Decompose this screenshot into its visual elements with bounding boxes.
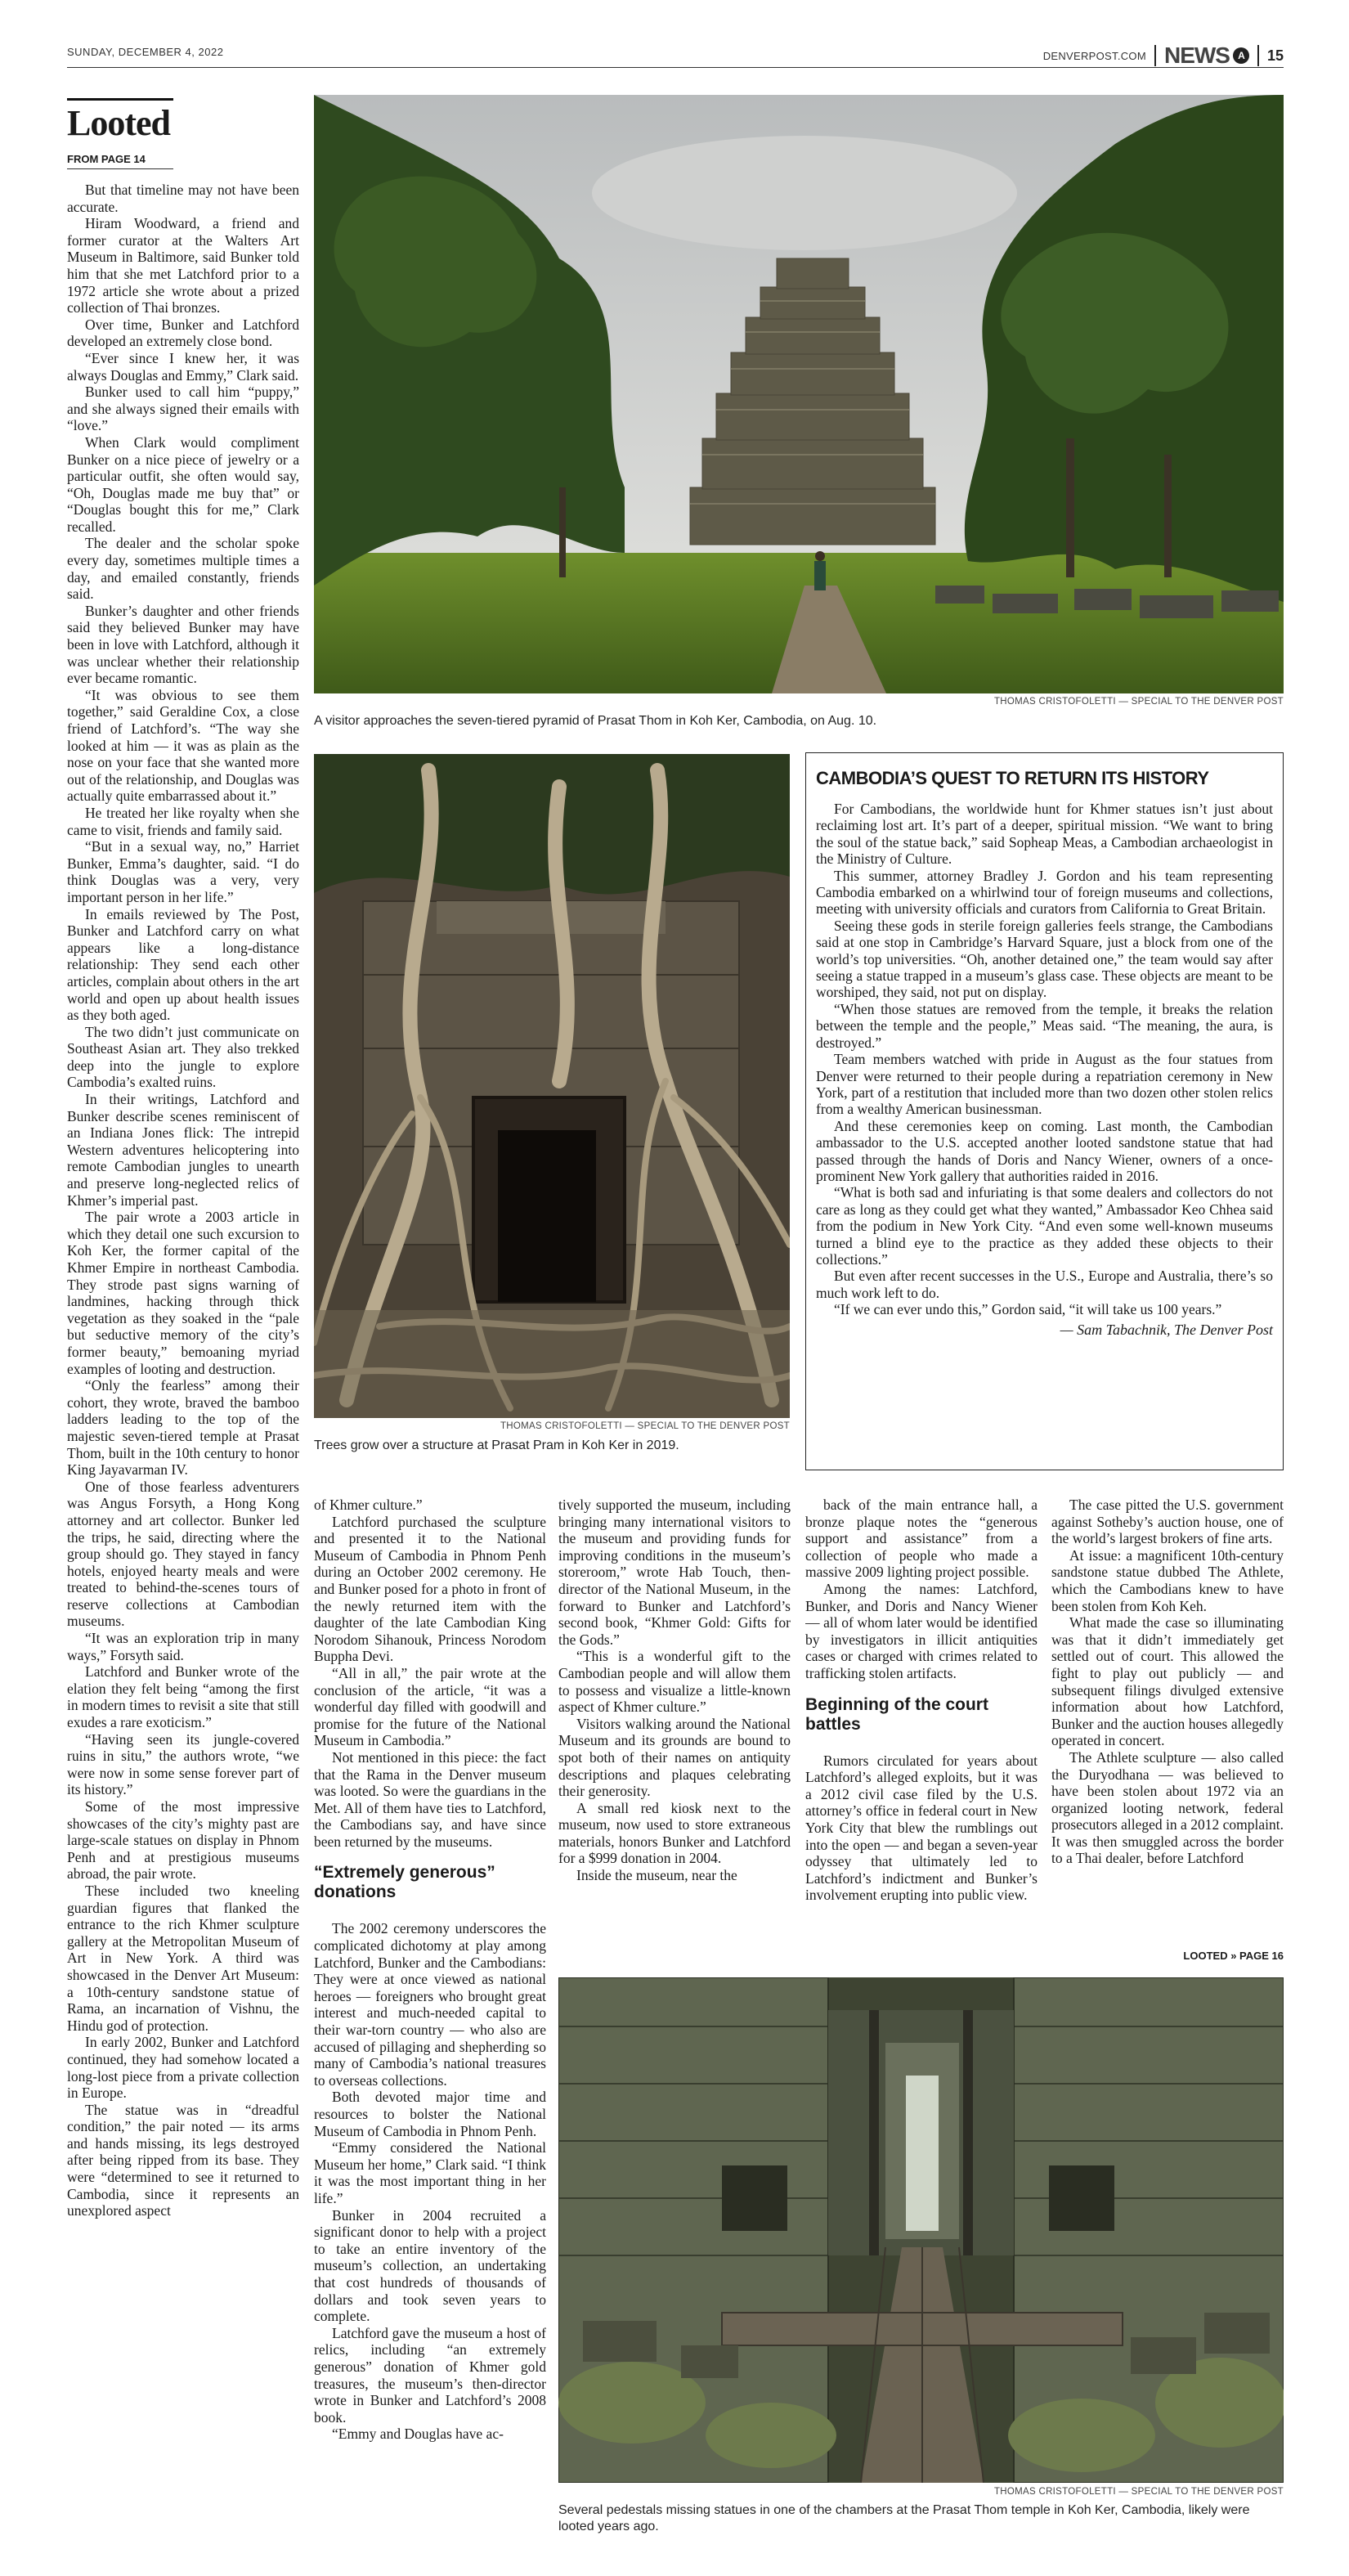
header-divider [1257,45,1259,66]
article-column-4 [805,1497,1038,1954]
page-header [67,43,1284,68]
article-paragraph: Some of the most impressive showcases of the city’s mighty past are large-scale statues on display in Phnom Penh and at prestigious museums abroad, the pair wrote. [67,1798,299,1883]
subhead: Beginning of the court battles [805,1694,988,1734]
header-divider [1154,45,1156,66]
article-paragraph: Visitors walking around the National Museum and its grounds are bound to spot both of their names on antiquity descriptions and plaques celebrating their generosity. [558,1715,791,1800]
article-paragraph: “Emmy and Douglas have ac- [332,2426,504,2443]
article-paragraph: Over time, Bunker and Latchford developed an extremely close bond. [67,316,299,350]
article-paragraph: “Only the fearless” among their cohort, they wrote, braved the bamboo ladders leading to the top of the majestic seven-tiered temple at Prasat Thom, built in the 10th century to honor King Jayavarman IV. [67,1377,299,1479]
sidebar-paragraph: Team members watched with pride in August as the four statues from Denver were returned to their people during a repatriation ceremony in New York, part of a restitution that included more than two dozen other stolen relics from a wealthy American businessman. [816,1051,1273,1118]
article-paragraph: But that timeline may not have been accurate. [67,182,299,215]
sidebar-body [816,801,1273,1318]
photo-caption-3: Several pedestals missing statues in one of the chambers at the Prasat Thom temple in Koh Ker, Cambodia, likely were looted years ago. [558,2503,1250,2533]
site-url[interactable]: DENVERPOST.COM [1042,49,1146,62]
story-kicker [67,98,173,169]
article-column-3 [558,1497,791,1954]
sidebar-paragraph: “When those statues are removed from the temple, it breaks the relation between the temple and the people,” Meas said. “The meaning, the aura, is destroyed.” [816,1000,1273,1051]
jump-line[interactable]: LOOTED » PAGE 16 [1183,1950,1284,1962]
article-column-2 [314,1497,546,2568]
article-paragraph: These included two kneeling guardian figures that flanked the entrance to the rich Khmer sculpture gallery at the Metropolitan Museum of Art in New York. A third was showcased in the Denver Art Museum: a 10th-century sandstone statue of Rama, an incarnation of Vishnu, the Hindu god of protection. [67,1882,299,2034]
article-paragraph: Inside the museum, near the [576,1867,737,1884]
article-paragraph: Latchford gave the museum a host of relics, including “an extremely generous” donation of Khmer gold treasures, the museum’s then-director wrote in Bunker and Latchford’s 2008 book. [314,2324,546,2426]
article-paragraph: One of those fearless adventurers was Angus Forsyth, a Hong Kong attorney and art collector. Bunker led the trips, he said, directing where the group should go. They stayed in fancy hotels, enjoyed hearty meals and were treated to behind-the-scenes tours of reserve collections at Cambodian museums. [67,1478,299,1630]
section-label: NEWS [1163,43,1230,68]
temple-chamber-image [558,1977,1284,2483]
article-paragraph: Hiram Woodward, a friend and former curator at the Walters Art Museum in Baltimore, said Bunker told him that she met Latchford prior to a 1972 article she wrote about a prized collection of Thai bronzes. [67,215,299,316]
section-name [1164,43,1249,69]
article-paragraph: “It was an exploration trip in many ways,” Forsyth said. [67,1630,299,1663]
header-right [1043,43,1284,69]
sidebar-paragraph: And these ceremonies keep on coming. Last month, the Cambodian ambassador to the U.S. accepted another looted sandstone statue that had passed through the hands of Doris and Nancy Wiener, owners of a once-prominent New York gallery that authorities raided in 2016. [816,1117,1273,1184]
article-paragraph: He treated her like royalty when she came to visit, friends and family said. [67,804,299,838]
photo-credit-3: THOMAS CRISTOFOLETTI — SPECIAL TO THE DENVER POST [993,2487,1284,2497]
article-paragraph: Latchford and Bunker wrote of the elation they felt being “among the first in modern times to revisit a site that still exudes a rare exoticism.” [67,1663,299,1731]
photo-prasat-thom-chamber [558,1977,1284,2483]
sidebar-paragraph: For Cambodians, the worldwide hunt for Khmer statues isn’t just about reclaiming lost art. It’s part of a deeper, spiritual mission. “We want to bring the soul of the statue back,” said Sopheap Meas, a Cambodian archaeologist in the Ministry of Culture. [816,801,1273,868]
article-paragraph: Latchford purchased the sculpture and presented it to the National Museum of Cambodia in Phnom Penh during an October 2002 ceremony. He and Bunker posed for a photo in front of the newly returned item with the daughter of the late Cambodian King Norodom Sihanouk, Princess Norodom Buppha Devi. [314,1513,546,1665]
photo-credit-1: THOMAS CRISTOFOLETTI — SPECIAL TO THE DENVER POST [993,697,1284,707]
article-paragraph: A small red kiosk next to the museum, now used to store extraneous materials, honors Bunker and Latchford for a $999 donation in 2004. [558,1799,791,1867]
sidebar-title: CAMBODIA’S QUEST TO RETURN ITS HISTORY [816,768,1209,788]
photo-caption-1: A visitor approaches the seven-tiered pyramid of Prasat Thom in Koh Ker, Cambodia, on Aug. 10. [314,714,877,728]
article-paragraph: tively supported the museum, including bringing many international visitors to the museum and providing funds for improving conditions in the museum’s storeroom,” wrote Hab Touch, then-director of the National Museum, in the forward to Bunker and Latchford’s second book, “Khmer Gold: Gifts for the Gods.” [558,1497,791,1648]
issue-date: SUNDAY, DECEMBER 4, 2022 [67,46,224,58]
article-paragraph: “Having seen its jungle-covered ruins in situ,” the authors wrote, “we were now in some sense forever part of its history.” [67,1730,299,1798]
article-paragraph: The statue was in “dreadful condition,” the pair noted — its arms and hands missing, its legs destroyed after being ripped from its base. They were “determined to see it returned to Cambodia, since it represents an unexplored aspect [67,2101,299,2219]
tree-ruin-image [314,754,790,1418]
article-paragraph: At issue: a magnificent 10th-century sandstone statue dubbed The Athlete, which the Cambodians knew to have been stolen from Koh Keh. [1051,1546,1284,1614]
article-column-1 [67,182,299,2553]
article-paragraph: “But in a sexual way, no,” Harriet Bunker, Emma’s daughter, said. “I do think Douglas was a very, very important person in her life.” [67,838,299,905]
sidebar-paragraph: Seeing these gods in sterile foreign galleries feels strange, the Cambodians said at one stop in Cambridge’s Harvard Square, just a block from one of the world’s top universities. “Oh, another detained one,” the team would say after seeing a statue trapped in a museum’s glass case. These objects are meant to be worshiped, they said, not put on display. [816,917,1273,1001]
article-paragraph: In early 2002, Bunker and Latchford continued, they had somehow located a long-lost piece from a private collection in Europe. [67,2034,299,2102]
article-paragraph: Both devoted major time and resources to bolster the National Museum of Cambodia in Phnom Penh. [314,2089,546,2139]
article-paragraph: “All in all,” the pair wrote at the conclusion of the article, “it was a wonderful day filled with goodwill and promise for the future of the National Museum in Cambodia.” [314,1664,546,1749]
article-paragraph: When Clark would compliment Bunker on a nice piece of jewelry or a particular outfit, she often would say, “Oh, Douglas made me buy that” or “Douglas bought this for me,” Clark recalled. [67,433,299,535]
article-paragraph: Not mentioned in this piece: the fact that the Rama in the Denver museum was looted. So were the guardians in the Met. All of them have ties to Latchford, the Cambodians say, and have since been returned by the museums. [314,1748,546,1850]
story-title: Looted [67,98,173,141]
article-paragraph: Among the names: Latchford, Bunker, and Doris and Nancy Wiener — all of whom later would be identified by investigators in illicit antiquities cases or charged with crimes related to trafficking stolen artifacts. [805,1580,1038,1681]
article-paragraph: Bunker in 2004 recruited a significant donor to help with a project to take an entire inventory of the museum’s collection, an undertaking that cost hundreds of thousands of dollars and took seven years to complete. [314,2206,546,2325]
article-column-5 [1051,1497,1284,1945]
sidebar-byline: — Sam Tabachnik, The Denver Post [1060,1321,1273,1338]
subhead: “Extremely generous” donations [314,1863,495,1902]
page-number: 15 [1266,47,1284,64]
article-paragraph: The Athlete sculpture — also called the Duryodhana — was believed to have been stolen about 1972 via an organized looting network, federal prosecutors alleged in a 2012 complaint. It was then smuggled across the border to a Thai dealer, before Latchford [1051,1748,1284,1867]
article-paragraph: The two didn’t just communicate on Southeast Asian art. They also trekked deep into the jungle to explore Cambodia’s exalted ruins. [67,1023,299,1091]
article-paragraph: “Ever since I knew her, it was always Douglas and Emmy,” Clark said. [67,349,299,384]
article-paragraph: The 2002 ceremony underscores the complicated dichotomy at play among Latchford, Bunker and the Cambodians: They were at once viewed as national heroes — foreigners who brought great interest and much-needed capital to their war-torn country — who also are accused of pillaging and shepherding so many of Cambodia’s national treasures to overseas collections. [314,1920,546,2089]
article-paragraph: “Emmy considered the National Museum her home,” Clark said. “I think it was the most important thing in her life.” [314,2139,546,2206]
article-paragraph: The pair wrote a 2003 article in which they detail one such excursion to Koh Ker, the former capital of the Khmer Empire in northeast Cambodia. They strode past signs warning of landmines, hacking through thick vegetation as they soaked in the “pale but seductive memory of the city’s former beauty,” bemoaning myriad examples of looting and destruction. [67,1209,299,1377]
article-paragraph: The case pitted the U.S. government against Sotheby’s auction house, one of the world’s largest brokers of fine arts. [1051,1497,1284,1547]
article-paragraph: What made the case so illuminating was that it didn’t immediately get settled out of court. This allowed the fight to play out publicly — and subsequent filings divulged extensive information about how Latchford, Bunker and the auction houses allegedly operated in concert. [1051,1614,1284,1749]
pyramid-landscape-image [314,95,1284,693]
article-paragraph: In their writings, Latchford and Bunker describe scenes reminiscent of an Indiana Jones flick: The intrepid Western adventures helicoptering into remote Cambodian jungles to unearth and preserve long-neglected relics of Khmer’s imperial past. [67,1091,299,1209]
article-paragraph: Bunker used to call him “puppy,” and she always signed their emails with “love.” [67,384,299,434]
photo-credit-2: THOMAS CRISTOFOLETTI — SPECIAL TO THE DENVER POST [500,1421,790,1431]
article-paragraph: In emails reviewed by The Post, Bunker and Latchford carry on what appears like a long-distance relationship: They send each other articles, complain about others in the art world and open up about health issues as they both aged. [67,905,299,1024]
photo-caption-2: Trees grow over a structure at Prasat Pram in Koh Ker in 2019. [314,1438,679,1452]
article-paragraph: “It was obvious to see them together,” said Geraldine Cox, a close friend of Latchford’s. “The way she looked at him — it was as plain as the nose on your face that she wanted more out of the relationship, and Douglas was actually quite embarrassed about it.” [67,686,299,805]
photo-prasat-thom [314,95,1284,693]
continued-from: FROM PAGE 14 [67,153,173,169]
article-paragraph: back of the main entrance hall, a bronze plaque notes the “generous support and assistance” from a collection of people who made a massive 2009 lighting project possible. [805,1497,1038,1581]
sidebar-paragraph: “If we can ever undo this,” Gordon said, “it will take us 100 years.” [834,1301,1222,1318]
section-badge-icon: A [1233,47,1249,64]
article-paragraph: of Khmer culture.” [314,1497,423,1513]
article-paragraph: “This is a wonderful gift to the Cambodian people and will allow them to possess and visualize a little-known aspect of Khmer culture.” [558,1648,791,1716]
sidebar-paragraph: This summer, attorney Bradley J. Gordon and his team representing Cambodia embarked on a whirlwind tour of foreign museums and collections, meeting with university officials and curators from California to Great Britain. [816,867,1273,918]
sidebar-box [805,752,1284,1470]
sidebar-paragraph: “What is both sad and infuriating is that some dealers and collectors do not care as long as they could get what they wanted,” Ambassador Keo Chhea said from the podium in New York City. “And even some well-known museums turned a blind eye to the practice as they added these objects to their collections.” [816,1184,1273,1268]
photo-prasat-pram [314,754,790,1418]
article-paragraph: Rumors circulated for years about Latchford’s alleged exploits, but it was a 2012 civil case filed by the U.S. attorney’s office in federal court in New York City that blew the rumblings out into the open — and began a seven-year odyssey that ultimately led to Latchford’s indictment and Bunker’s involvement erupting into public view. [805,1752,1038,1904]
sidebar-paragraph: But even after recent successes in the U.S., Europe and Australia, there’s so much work left to do. [816,1268,1273,1301]
article-paragraph: Bunker’s daughter and other friends said they believed Bunker may have been in love with Latchford, although it was unclear whether their relationship ever became romantic. [67,602,299,687]
article-paragraph: The dealer and the scholar spoke every day, sometimes multiple times a day, and emailed constantly, friends said. [67,535,299,603]
